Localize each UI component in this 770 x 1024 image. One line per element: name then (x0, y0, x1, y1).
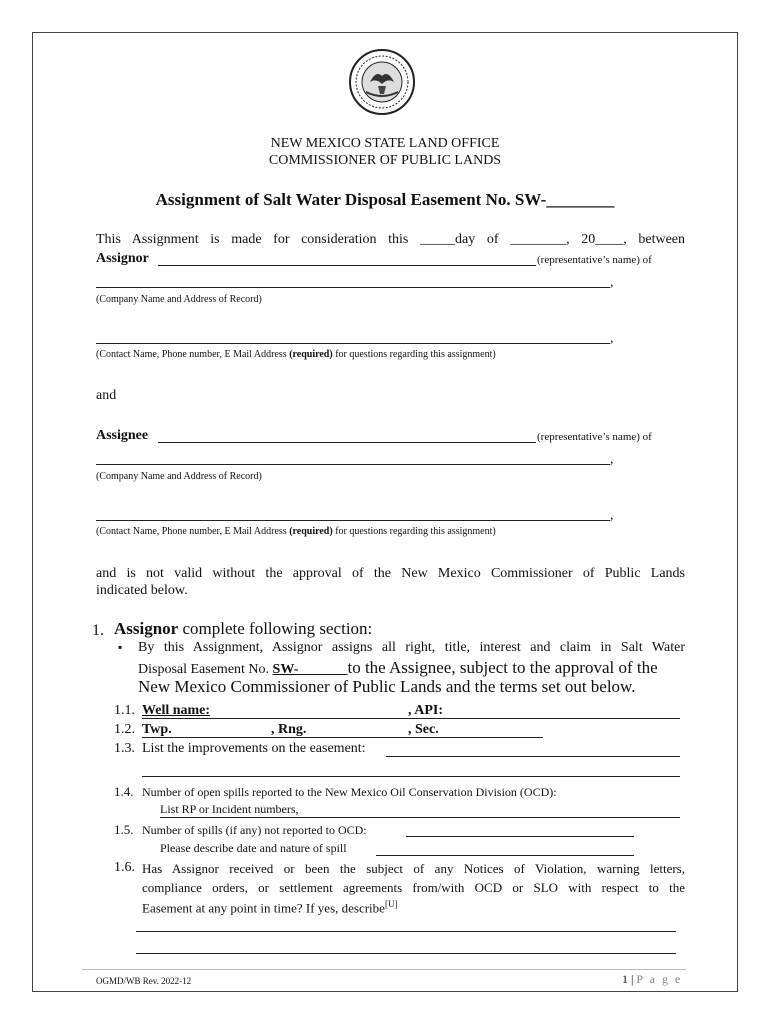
section-number: 1. (92, 622, 104, 639)
rp-numbers-field[interactable] (160, 817, 680, 818)
assignee-contact-caption: (Contact Name, Phone number, E Mail Address (required) for questions regarding this assignment) (96, 526, 496, 537)
spill-description-label: Please describe date and nature of spill (160, 841, 347, 855)
document-title: Assignment of Salt Water Disposal Easement No. SW-________ (155, 190, 615, 209)
twp-label: Twp. (142, 722, 172, 737)
assignee-company-field[interactable] (96, 464, 610, 465)
footer-divider (82, 969, 686, 970)
assignor-contact-field[interactable] (96, 343, 610, 344)
item-number: 1.4. (114, 784, 134, 799)
comma: , (610, 331, 614, 346)
open-spills-label: Number of open spills reported to the New Mexico Oil Conservation Division (OCD): (142, 785, 557, 799)
intro-line: This Assignment is made for consideration this _____day of ________, 20____, between (96, 232, 685, 247)
twp-rng-sec-field[interactable] (142, 737, 543, 738)
sec-label: , Sec. (408, 722, 439, 737)
item-number: 1.5. (114, 822, 134, 837)
revision-label: OGMD/WB Rev. 2022-12 (96, 976, 192, 986)
page-number: 1 | P a g e (622, 972, 683, 986)
assignee-rep-caption: (representative’s name) of (537, 431, 652, 443)
rp-numbers-label: List RP or Incident numbers, (160, 802, 299, 816)
assignor-company-field[interactable] (96, 287, 610, 288)
well-name-label: Well name: (142, 703, 211, 718)
unreported-spills-field[interactable] (406, 836, 634, 837)
improvements-field-2[interactable] (142, 776, 680, 777)
comma: , (610, 452, 614, 467)
spill-description-field[interactable] (376, 855, 634, 856)
item-number: 1.6. (114, 860, 135, 875)
violations-line-1: Has Assignor received or been the subject of any Notices of Violation, warning letters, (142, 861, 685, 876)
comma: , (610, 508, 614, 523)
item-number: 1.1. (114, 703, 135, 718)
violations-line-3: Easement at any point in time? If yes, describe[U] (142, 899, 398, 916)
item-number: 1.2. (114, 722, 135, 737)
bullet-line-1: By this Assignment, Assignor assigns all right, title, interest and claim in Salt Water (138, 640, 685, 655)
assignee-rep-field[interactable] (158, 442, 536, 443)
violations-line-2: compliance orders, or settlement agreements from/with OCD or SLO with respect to the (142, 880, 685, 895)
assignor-rep-field[interactable] (158, 265, 536, 266)
assignee-contact-field[interactable] (96, 520, 610, 521)
assignee-company-caption: (Company Name and Address of Record) (96, 471, 262, 482)
api-label: , API: (408, 703, 443, 718)
rng-label: , Rng. (271, 722, 307, 737)
section-heading: Assignor complete following section: (114, 619, 373, 638)
validity-line-2: indicated below. (96, 583, 188, 598)
assignor-rep-caption: (representative’s name) of (537, 254, 652, 266)
item-number: 1.3. (114, 741, 135, 756)
assignor-label: Assignor (96, 251, 149, 266)
bullet-line-3: New Mexico Commissioner of Public Lands and the terms set out below. (138, 677, 636, 696)
office-name: NEW MEXICO STATE LAND OFFICE (270, 136, 500, 151)
and-text: and (96, 388, 117, 403)
violations-field-1[interactable] (136, 931, 676, 932)
violations-field-2[interactable] (136, 953, 676, 954)
assignor-contact-caption: (Contact Name, Phone number, E Mail Address (required) for questions regarding this assignment) (96, 349, 496, 360)
assignor-company-caption: (Company Name and Address of Record) (96, 294, 262, 305)
bullet-icon: ▪ (118, 640, 123, 654)
page-frame (32, 32, 738, 992)
improvements-label: List the improvements on the easement: (142, 741, 366, 756)
validity-line-1: and is not valid without the approval of the New Mexico Commissioner of Public Lands (96, 566, 685, 581)
improvements-field[interactable] (386, 756, 680, 757)
comma: , (610, 275, 614, 290)
state-seal-icon (348, 48, 416, 116)
commissioner-name: COMMISSIONER OF PUBLIC LANDS (268, 153, 502, 168)
assignee-label: Assignee (96, 428, 149, 443)
unreported-spills-label: Number of spills (if any) not reported to OCD: (142, 823, 367, 837)
bullet-line-2: Disposal Easement No. SW-_______to the Assignee, subject to the approval of the (138, 658, 658, 677)
